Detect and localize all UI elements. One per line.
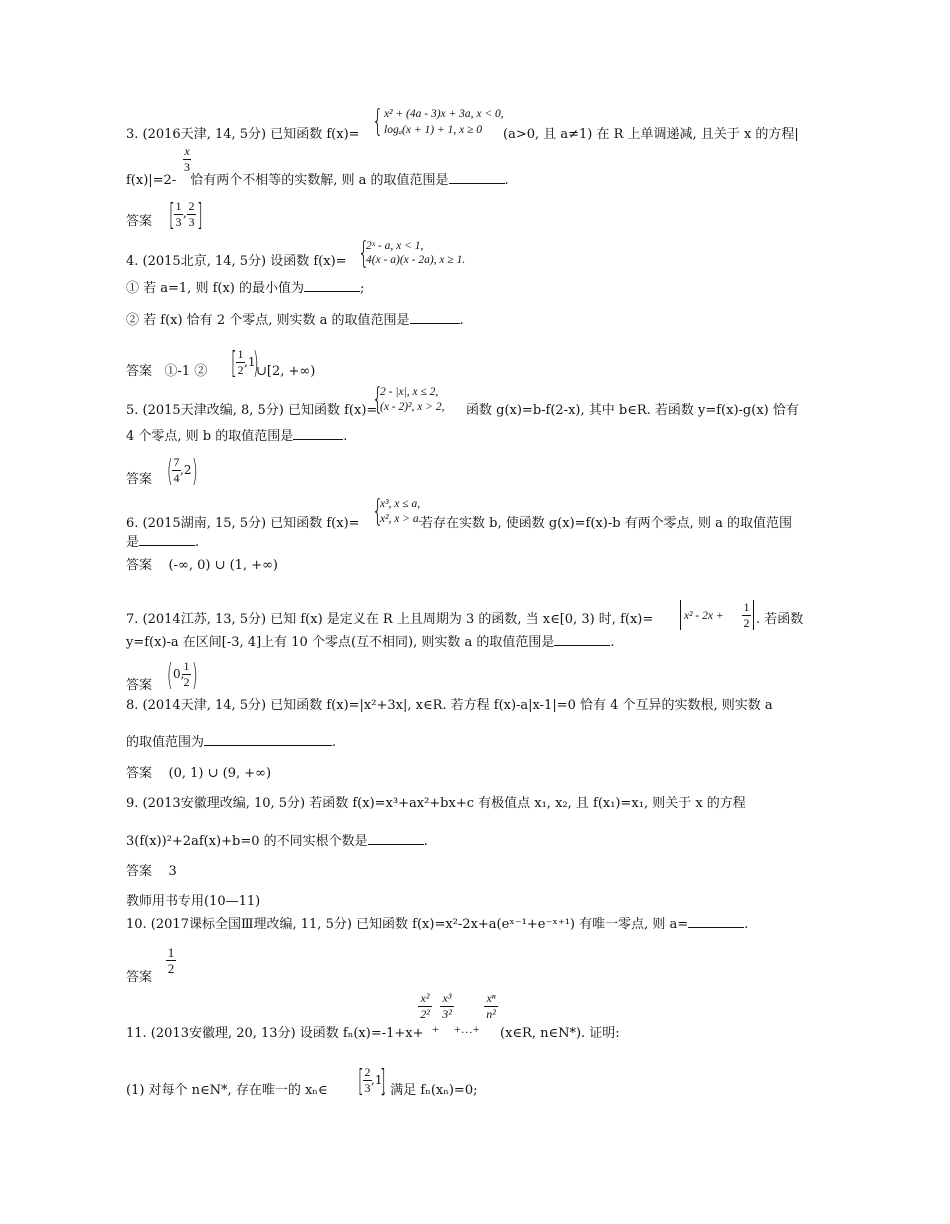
q3-prefix: 3. (2016天津, 14, 5分) 已知函数 f(x)= xyxy=(126,127,360,142)
answer-blank xyxy=(204,745,332,746)
frac-den: 3 xyxy=(364,1081,371,1095)
q8-line2-text: 的取值范围为 xyxy=(126,735,205,750)
q10-answer-frac xyxy=(166,946,176,975)
comma: , xyxy=(183,206,187,220)
q11-frac-3 xyxy=(484,992,498,1021)
q6-answer: (-∞, 0) ∪ (1, +∞) xyxy=(168,558,279,573)
answer-blank xyxy=(410,323,460,324)
q4-line-1: 4. (2015北京, 14, 5分) 设函数 f(x)= xyxy=(126,254,347,269)
plus-sign: + xyxy=(432,1022,439,1036)
answer-blank xyxy=(304,291,360,292)
frac-num: 1 xyxy=(183,659,190,673)
q5-case-2: (x - 2)², x > 2, xyxy=(380,401,445,413)
q9-answer-line xyxy=(126,864,177,880)
q11-line-1: 11. (2013安徽理, 20, 13分) 设函数 fₙ(x)=-1+x+ xyxy=(126,1026,424,1041)
q11-suffix: (x∈R, n∈N*). 证明: xyxy=(500,1026,620,1041)
q4-part-2 xyxy=(126,313,464,329)
frac-den: 2² xyxy=(420,1007,430,1021)
q3-frac-den: 3 xyxy=(184,160,190,174)
brace-icon: { xyxy=(371,494,384,529)
frac-den: 3 xyxy=(175,215,182,229)
q3-answer-frac-1 xyxy=(174,200,183,229)
q3-case-2: logₐ(x + 1) + 1, x ≥ 0 xyxy=(384,124,483,136)
frac-den: 2 xyxy=(743,616,750,630)
q8-answer-line xyxy=(126,766,271,782)
frac-num: 1 xyxy=(237,347,244,361)
abs-bar-right xyxy=(753,600,754,630)
q7-line2-text: y=f(x)-a 在区间[-3, 4]上有 10 个零点(互不相同), 则实数 a 的取值范围是 xyxy=(126,635,555,650)
paren-left-icon: ( xyxy=(166,658,173,693)
frac-den: n² xyxy=(486,1007,496,1021)
q5-answer xyxy=(164,454,198,490)
q4-answer-label: 答案 xyxy=(126,364,153,379)
q4-part2-end: . xyxy=(459,313,464,328)
q7-answer-pre: 0, xyxy=(173,667,185,681)
q7-abs-expr xyxy=(680,598,762,632)
q9-answer-label: 答案 xyxy=(126,864,153,879)
q4-case-1: 2ˣ - a, x < 1, xyxy=(366,240,424,252)
q4-part1-text: ① 若 a=1, 则 f(x) 的最小值为 xyxy=(126,281,304,296)
q6-line-1: 6. (2015湖南, 15, 5分) 已知函数 f(x)= xyxy=(126,516,360,531)
bracket-left-icon: [ xyxy=(168,198,175,233)
answer-blank xyxy=(139,545,195,546)
q11-part1-interval xyxy=(355,1064,385,1100)
q7-answer-frac xyxy=(182,660,191,689)
frac-den: 2 xyxy=(183,675,190,689)
paren-right-icon: ) xyxy=(191,658,198,693)
q8-line2-end: . xyxy=(332,735,337,750)
q7-line-2 xyxy=(126,635,615,651)
bracket-right-icon: ] xyxy=(196,198,203,233)
q4-part-1 xyxy=(126,281,364,297)
brace-icon: { xyxy=(371,104,384,139)
q3-line2-pre: f(x)|=2- xyxy=(126,173,177,188)
frac-num: 1 xyxy=(167,945,175,960)
q4-answer-a: ①-1 ② xyxy=(164,364,208,379)
q4-answer-interval xyxy=(228,346,258,382)
q6-answer-label: 答案 xyxy=(126,558,153,573)
q4-part2-text: ② 若 f(x) 恰有 2 个零点, 则实数 a 的取值范围是 xyxy=(126,313,410,328)
answer-blank xyxy=(368,844,424,845)
q7-line-1: 7. (2014江苏, 13, 5分) 已知 f(x) 是定义在 R 上且周期为 3 的函数, 当 x∈[0, 3) 时, f(x)= xyxy=(126,612,654,627)
q11-frac-2 xyxy=(440,992,454,1021)
q7-line2-end: . xyxy=(610,635,615,650)
q10-line1-end: . xyxy=(744,917,749,932)
q3-frac xyxy=(183,145,191,174)
frac-num: x³ xyxy=(442,991,452,1005)
q3-case-1: x² + (4a - 3)x + 3a, x < 0, xyxy=(384,108,504,120)
q10-line1-text: 10. (2017课标全国Ⅲ理改编, 11, 5分) 已知函数 f(x)=x²-2x+a(eˣ⁻¹+e⁻ˣ⁺¹) 有唯一零点, 则 a= xyxy=(126,917,689,932)
q3-line-1 xyxy=(126,127,360,143)
abs-bar-left xyxy=(680,600,681,630)
q4-answer-b: ∪[2, +∞) xyxy=(256,364,316,379)
q8-answer: (0, 1) ∪ (9, +∞) xyxy=(168,766,272,781)
q6-line-2 xyxy=(126,535,199,551)
q5-answer-label: 答案 xyxy=(126,472,153,487)
q9-line-2 xyxy=(126,834,428,850)
brace-icon: { xyxy=(357,236,370,271)
frac-num: 7 xyxy=(173,455,180,469)
answer-blank xyxy=(293,439,343,440)
q7-abs-text: x² - 2x + xyxy=(684,610,724,622)
q5-line-1: 5. (2015天津改编, 8, 5分) 已知函数 f(x)= xyxy=(126,403,378,418)
paren-right-icon: ) xyxy=(191,454,198,489)
q5-line2-end: . xyxy=(343,429,348,444)
q6-case-1: x³, x ≤ a, xyxy=(380,498,421,510)
bracket-right-icon: ] xyxy=(379,1064,386,1099)
q6-case-2: x², x > a. xyxy=(380,513,422,525)
q7-answer xyxy=(164,658,198,694)
frac-num: x² xyxy=(420,991,430,1005)
q3-frac-num: x xyxy=(184,144,190,158)
q8-line-2 xyxy=(126,735,336,751)
q11-part1-tail: ,1 xyxy=(371,1073,383,1087)
q10-line-1 xyxy=(126,917,748,933)
q5-answer-tail: ,2 xyxy=(180,463,192,477)
answer-blank xyxy=(449,183,505,184)
q3-answer-label: 答案 xyxy=(126,214,153,229)
frac-num: 1 xyxy=(175,199,182,213)
q3-line2-post: 恰有两个不相等的实数解, 则 a 的取值范围是 xyxy=(190,173,449,188)
q4-part1-end: ; xyxy=(360,281,365,296)
paren-left-icon: ( xyxy=(166,454,173,489)
brace-icon: { xyxy=(371,382,384,417)
q6-suffix: 若存在实数 b, 使函数 g(x)=f(x)-b 有两个零点, 则 a 的取值范围 xyxy=(420,516,792,531)
q5-case-1: 2 - |x|, x ≤ 2, xyxy=(380,386,439,398)
q8-answer-label: 答案 xyxy=(126,766,153,781)
frac-den: 3² xyxy=(442,1007,452,1021)
q8-line-1: 8. (2014天津, 14, 5分) 已知函数 f(x)=|x²+3x|, x∈R. 若方程 f(x)-a|x-1|=0 恰有 4 个互异的实数根, 则实数 a xyxy=(126,698,773,713)
q3-line-2: f(x)|=2- 恰有两个不相等的实数解, 则 a 的取值范围是 . xyxy=(126,173,509,188)
q7-line1-end: . 若函数 xyxy=(756,612,804,627)
q5-suffix: 函数 g(x)=b-f(2-x), 其中 b∈R. 若函数 y=f(x)-g(x) 恰有 xyxy=(466,403,799,418)
q11-part-1: (1) 对每个 n∈N*, 存在唯一的 xₙ∈ xyxy=(126,1083,328,1098)
bracket-left-icon: [ xyxy=(230,346,237,381)
answer-blank xyxy=(554,645,610,646)
frac-den: 3 xyxy=(188,215,195,229)
answer-blank xyxy=(688,927,744,928)
q4-case-2: 4(x - a)(x - 2a), x ≥ 1. xyxy=(366,254,466,266)
q9-line-1: 9. (2013安徽理改编, 10, 5分) 若函数 f(x)=x³+ax²+bx+c 有极值点 x₁, x₂, 且 f(x₁)=x₁, 则关于 x 的方程 xyxy=(126,796,746,811)
frac-num: 2 xyxy=(364,1065,371,1079)
q11-dots: +…+ xyxy=(454,1022,480,1036)
frac-den: 4 xyxy=(173,471,180,485)
q9-line2-text: 3(f(x))²+2af(x)+b=0 的不同实根个数是 xyxy=(126,834,368,849)
frac-den: 2 xyxy=(237,363,244,377)
teacher-section-heading: 教师用书专用(10—11) xyxy=(126,894,261,909)
q7-answer-label: 答案 xyxy=(126,678,153,693)
frac-num: 1 xyxy=(743,600,750,614)
q4-answer-tail: ,1 xyxy=(244,355,256,369)
frac-num: 2 xyxy=(188,199,195,213)
q11-part1-post: , 满足 fₙ(xₙ)=0; xyxy=(382,1083,478,1098)
q11-frac-1 xyxy=(418,992,432,1021)
bracket-left-icon: [ xyxy=(357,1064,364,1099)
q9-answer: 3 xyxy=(168,864,177,879)
frac-num: xⁿ xyxy=(486,991,496,1005)
q5-line-2 xyxy=(126,429,347,445)
q3-answer-frac-2 xyxy=(187,200,196,229)
q6-answer-line xyxy=(126,558,278,574)
q4-answer-line xyxy=(126,364,207,380)
frac-den: 2 xyxy=(167,961,175,976)
q9-line2-end: . xyxy=(423,834,428,849)
paren-right-icon: ) xyxy=(252,346,259,381)
q10-answer-label: 答案 xyxy=(126,970,153,985)
q7-abs-frac xyxy=(742,601,751,630)
q6-line2-end: . xyxy=(195,535,200,550)
q3-suffix: (a>0, 且 a≠1) 在 R 上单调递减, 且关于 x 的方程| xyxy=(503,127,799,142)
q5-line2-text: 4 个零点, 则 b 的取值范围是 xyxy=(126,429,294,444)
q6-line2-text: 是 xyxy=(126,535,140,550)
